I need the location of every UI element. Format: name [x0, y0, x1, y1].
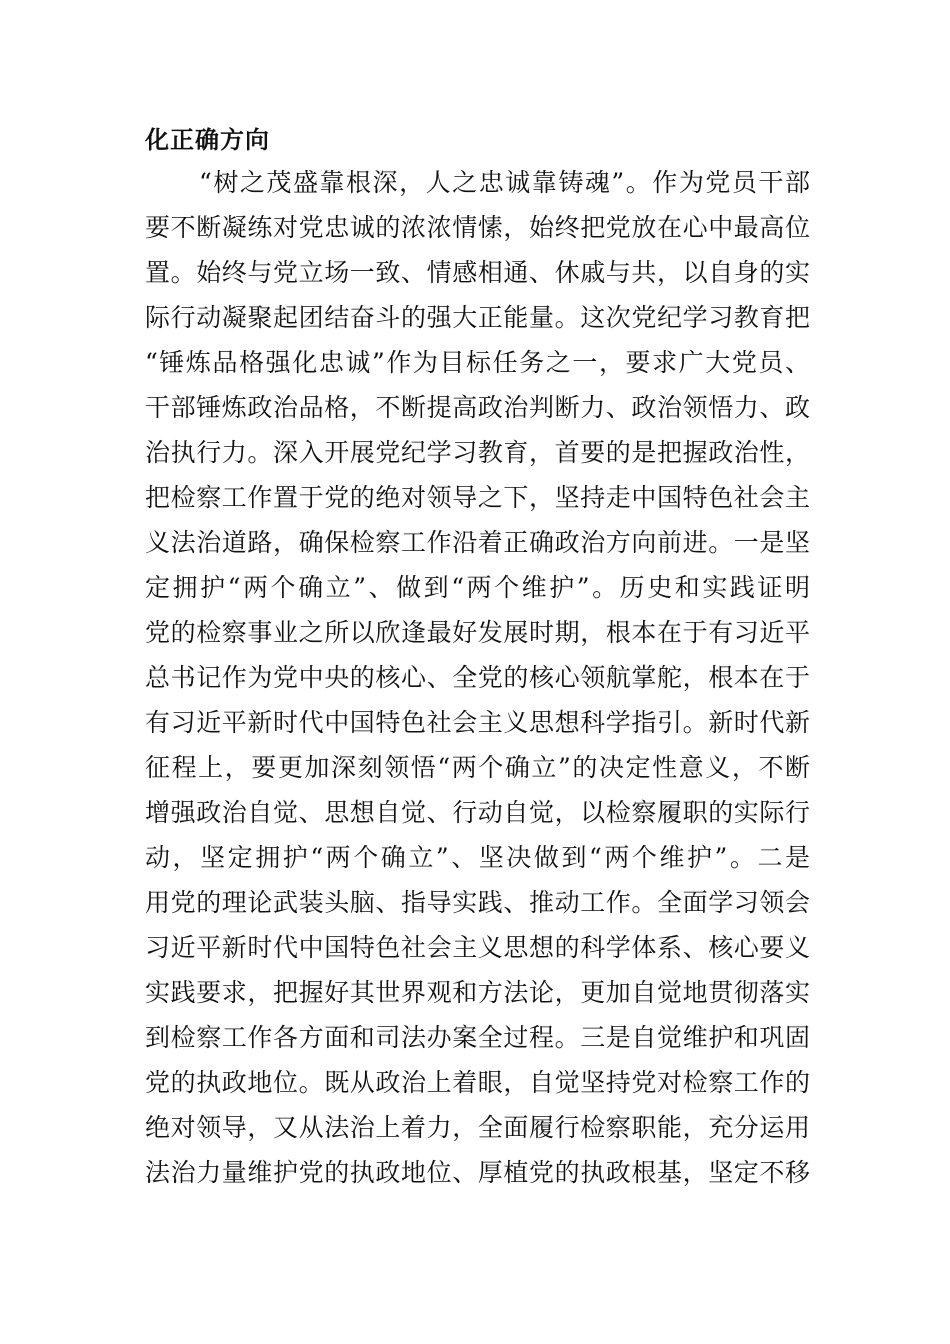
- paragraph-line: 有习近平新时代中国特色社会主义思想科学指引。新时代新: [145, 708, 810, 737]
- paragraph-line: 要不断凝练对党忠诚的浓浓情愫，始终把党放在心中最高位: [145, 213, 810, 242]
- paragraph-line: 征程上，要更加深刻领悟“两个确立”的决定性意义，不断: [145, 753, 810, 782]
- paragraph-line: 法治力量维护党的执政地位、厚植党的执政根基，坚定不移: [145, 1158, 810, 1187]
- paragraph-line: 定拥护“两个确立”、做到“两个维护”。历史和实践证明: [145, 573, 810, 602]
- paragraph-line: 用党的理论武装头脑、指导实践、推动工作。全面学习领会: [145, 888, 810, 917]
- paragraph-line: 总书记作为党中央的核心、全党的核心领航掌舵，根本在于: [145, 663, 810, 692]
- paragraph-line: 干部锤炼政治品格，不断提高政治判断力、政治领悟力、政: [145, 393, 810, 422]
- paragraph-line: 置。始终与党立场一致、情感相通、休戚与共，以自身的实: [145, 258, 810, 287]
- paragraph-line: 义法治道路，确保检察工作沿着正确政治方向前进。一是坚: [145, 528, 810, 557]
- paragraph-line: “锤炼品格强化忠诚”作为目标任务之一，要求广大党员、: [145, 348, 810, 377]
- section-heading: 化正确方向: [145, 126, 270, 154]
- paragraph-line: 动，坚定拥护“两个确立”、坚决做到“两个维护”。二是: [145, 843, 810, 872]
- paragraph-line: 治执行力。深入开展党纪学习教育，首要的是把握政治性，: [145, 438, 810, 467]
- paragraph-line: 习近平新时代中国特色社会主义思想的科学体系、核心要义: [145, 933, 810, 962]
- paragraph-line: 党的检察事业之所以欣逢最好发展时期，根本在于有习近平: [145, 618, 810, 647]
- paragraph-line: 际行动凝聚起团结奋斗的强大正能量。这次党纪学习教育把: [145, 303, 810, 332]
- paragraph-line: “树之茂盛靠根深，人之忠诚靠铸魂”。作为党员干部: [199, 168, 810, 197]
- paragraph-line: 增强政治自觉、思想自觉、行动自觉，以检察履职的实际行: [145, 798, 810, 827]
- paragraph-line: 把检察工作置于党的绝对领导之下，坚持走中国特色社会主: [145, 483, 810, 512]
- paragraph-line: 党的执政地位。既从政治上着眼，自觉坚持党对检察工作的: [145, 1068, 810, 1097]
- paragraph-line: 实践要求，把握好其世界观和方法论，更加自觉地贯彻落实: [145, 978, 810, 1007]
- paragraph-line: 绝对领导，又从法治上着力，全面履行检察职能，充分运用: [145, 1113, 810, 1142]
- paragraph-line: 到检察工作各方面和司法办案全过程。三是自觉维护和巩固: [145, 1023, 810, 1052]
